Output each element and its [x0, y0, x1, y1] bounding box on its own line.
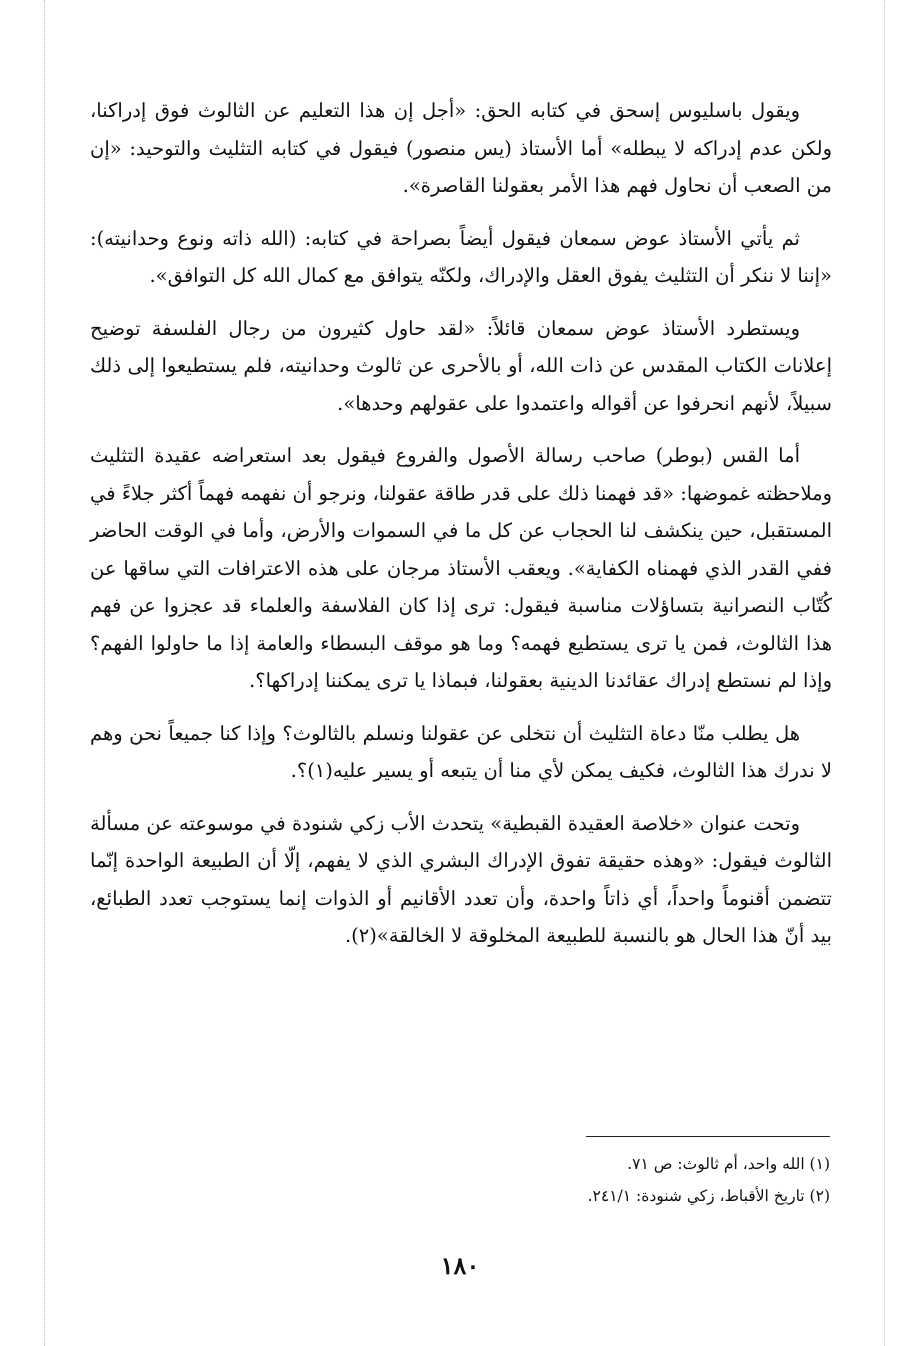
paragraph-2: ثم يأتي الأستاذ عوض سمعان فيقول أيضاً بصراحة في كتابه: (الله ذاته ونوع وحدانيته): «إننا لا ننكر أن التثليث يفوق العقل والإدراك، ولكنّه يتوافق مع كمال الله كل التوافق».	[90, 226, 832, 287]
footnote-2: (٢) تاريخ الأقباط، زكي شنودة: ٢٤١/١.	[587, 1187, 830, 1205]
paragraph-6: وتحت عنوان «خلاصة العقيدة القبطية» يتحدث الأب زكي شنودة في موسوعته عن مسألة الثالوث فيقول: «وهذه حقيقة تفوق الإدراك البشري الذي لا يفهم، إلّا أن الطبيعة الواحدة إنّما تتضمن أقنوماً واحداً، أي ذاتاً واحدة، وأن تعدد الأقانيم أو الذوات إنما يستوجب تعدد الطبائع، بيد أنّ هذا الحال هو بالنسبة للطبيعة المخلوقة لا الخالقة»(٢).	[90, 811, 832, 947]
footnotes	[300, 1148, 830, 1212]
footnote-1: (١) الله واحد، أم ثالوث: ص ٧١.	[627, 1155, 830, 1173]
page-number: ١٨٠	[440, 1251, 480, 1280]
paragraph-5: هل يطلب منّا دعاة التثليث أن نتخلى عن عقولنا ونسلم بالثالوث؟ وإذا كنا جميعاً نحن وهم لا ندرك هذا الثالوث، فكيف يمكن لأي منا أن يتبعه أو يسير عليه(١)؟.	[90, 721, 832, 782]
right-margin-dotted-line	[884, 0, 885, 1346]
footnote-separator	[586, 1136, 830, 1137]
paragraph-4: أما القس (بوطر) صاحب رسالة الأصول والفروع فيقول بعد استعراضه عقيدة التثليث وملاحظته غموضها: «قد فهمنا ذلك على قدر طاقة عقولنا، ونرجو أن نفهمه فهماً أكثر جلاءً في المستقبل، حين ينكشف لنا الحجاب عن كل ما في السموات والأرض، وأما في الوقت الحاضر ففي القدر الذي فهمناه الكفاية». ويعقب الأستاذ مرجان على هذه الاعترافات التي ساقها عن كُتّاب النصرانية بتساؤلات مناسبة فيقول: ترى إذا كان الفلاسفة والعلماء قد عجزوا عن فهم هذا الثالوث، فمن يا ترى يستطيع فهمه؟ وما هو موقف البسطاء والعامة إذا ما حاولوا الفهم؟ وإذا لم نستطع إدراك عقائدنا الدينية بعقولنا، فبماذا يا ترى يمكننا إدراكها؟.	[90, 444, 832, 692]
main-text	[90, 92, 832, 955]
left-margin-dotted-line	[44, 0, 45, 1346]
paragraph-1: ويقول باسليوس إسحق في كتابه الحق: «أجل إن هذا التعليم عن الثالوث فوق إدراكنا، ولكن عدم إدراكه لا يبطله» أما الأستاذ (يس منصور) فيقول في كتابه التثليث والتوحيد: «إن من الصعب أن نحاول فهم هذا الأمر بعقولنا القاصرة».	[90, 99, 832, 197]
paragraph-3: ويستطرد الأستاذ عوض سمعان قائلاً: «لقد حاول كثيرون من رجال الفلسفة توضيح إعلانات الكتاب المقدس عن ذات الله، أو بالأحرى عن ثالوث وحدانيته، فلم يستطيعوا إلى ذلك سبيلاً، لأنهم انحرفوا عن أقواله واعتمدوا على عقولهم وحدها».	[90, 316, 832, 415]
